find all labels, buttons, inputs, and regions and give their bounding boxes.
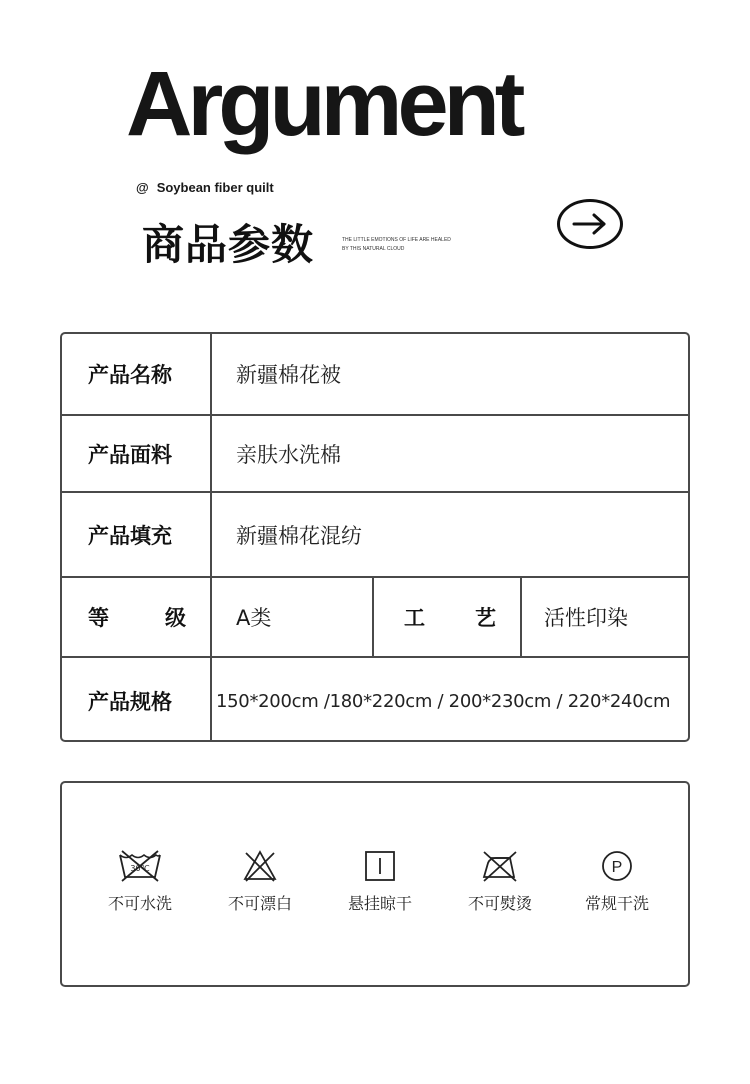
label-char: 工 bbox=[404, 606, 425, 630]
care-instructions-panel bbox=[60, 781, 690, 987]
row-label bbox=[62, 578, 212, 656]
tagline-line-1: THE LITTLE EMOTIONS OF LIFE ARE HEALED bbox=[342, 237, 451, 243]
label-char: 等 bbox=[88, 606, 109, 630]
row-value: 亲肤水洗棉 bbox=[236, 442, 341, 467]
spec-table bbox=[60, 332, 690, 742]
row-value: 新疆棉花被 bbox=[236, 363, 341, 387]
dry-clean-letter: P bbox=[611, 859, 623, 876]
no-bleach-icon bbox=[240, 849, 280, 883]
craft-label bbox=[374, 578, 522, 656]
no-iron-icon bbox=[478, 849, 522, 883]
dry-clean-p-icon bbox=[599, 849, 635, 883]
row-label: 产品填充 bbox=[62, 493, 212, 576]
care-label: 不可熨烫 bbox=[467, 894, 532, 913]
next-arrow-button[interactable] bbox=[557, 199, 623, 249]
no-wash-icon bbox=[117, 849, 163, 883]
care-label: 不可水洗 bbox=[107, 894, 172, 913]
row-value: 新疆棉花混纺 bbox=[236, 523, 362, 548]
care-item-no-bleach bbox=[205, 849, 315, 914]
tagline-line-2: BY THIS NATURAL CLOUD bbox=[342, 246, 405, 252]
care-item-dry-clean bbox=[562, 849, 672, 914]
care-label: 常规干洗 bbox=[584, 894, 649, 913]
table-row-filling bbox=[62, 493, 688, 578]
craft-value: 活性印染 bbox=[544, 606, 628, 630]
care-item-no-iron bbox=[445, 849, 555, 914]
arrow-right-icon bbox=[570, 212, 610, 236]
brand-logo: Argument bbox=[126, 53, 521, 155]
row-label: 产品名称 bbox=[62, 334, 212, 414]
care-label: 不可漂白 bbox=[227, 894, 292, 913]
at-symbol: @ bbox=[136, 180, 149, 195]
row-label: 产品面料 bbox=[62, 416, 212, 491]
subtitle-text: Soybean fiber quilt bbox=[156, 180, 274, 195]
hang-dry-icon bbox=[362, 849, 398, 883]
tagline bbox=[342, 236, 451, 254]
label-char: 级 bbox=[165, 606, 186, 630]
table-row-fabric bbox=[62, 416, 688, 493]
table-row-size bbox=[62, 658, 688, 742]
wash-temp-text: 30℃ bbox=[130, 864, 150, 873]
product-subtitle bbox=[136, 180, 274, 195]
grade-value: A类 bbox=[212, 578, 374, 656]
row-value: 150*200cm /180*220cm / 200*230cm / 220*240cm bbox=[216, 690, 671, 712]
table-row-grade bbox=[62, 578, 688, 658]
care-item-no-wash bbox=[85, 849, 195, 914]
care-item-hang-dry bbox=[325, 849, 435, 914]
table-row-name bbox=[62, 334, 688, 416]
care-label: 悬挂晾干 bbox=[347, 894, 412, 913]
row-label: 产品规格 bbox=[62, 658, 212, 742]
label-char: 艺 bbox=[475, 606, 496, 630]
section-title: 商品参数 bbox=[142, 220, 315, 269]
